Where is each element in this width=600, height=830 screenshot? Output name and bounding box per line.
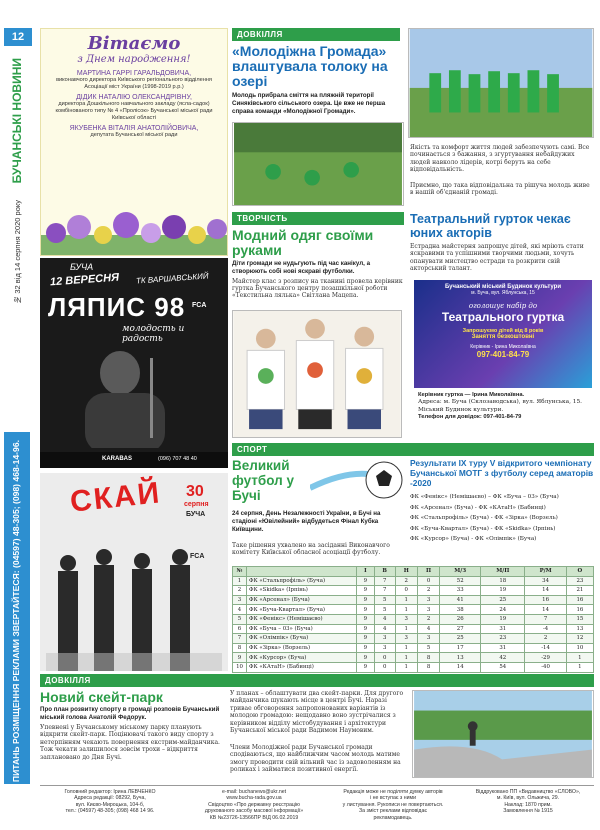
table-row: [233, 643, 594, 653]
theatre-poster-line3: Запрошуємо дітей від 8 років: [462, 328, 544, 334]
table-cell: 54: [481, 662, 525, 672]
table-cell: 5: [417, 643, 439, 653]
results-title: Результати IX туру V відкритого чемпіонату Бучанської МОТГ з футболу серед аматорів -2020: [410, 458, 594, 488]
table-row: [233, 614, 594, 624]
table-cell: 6: [233, 624, 247, 634]
table-cell: 16: [566, 605, 593, 615]
match-2: ФК «Арсенал» (Буча) - ФК «КАтаН» (Бабинці): [410, 504, 546, 511]
section-head-creativity: ТВОРЧІСТЬ: [232, 212, 404, 225]
table-cell: ФК «Буча-Квартал» (Буча): [247, 605, 357, 615]
poster1-sponsor: FCA: [192, 302, 207, 309]
person-2-name: ДІДИК НАТАЛІЮ ОЛЕКСАНДРІВНУ,: [76, 94, 192, 101]
table-cell: 0: [374, 653, 395, 663]
volunteers-photo-1: [232, 122, 404, 206]
table-cell: 9: [357, 662, 375, 672]
theatre-phone: Телефон для довідок: 097-401-84-79: [418, 414, 522, 421]
table-cell: 13: [440, 653, 481, 663]
footer-printing: Віддруковано ПП «Видавництво «СЛОВО», м. Київ, вул. Ольжича, 29. Наклад: 1870 прим. Замовлення № 1915: [475, 789, 581, 815]
table-cell: 5: [374, 605, 395, 615]
cleanup-text: Якість та комфорт життя людей забезпечують самі. Все починається з бажання, з згуртування небайдужих людей навколо лідерів, котрі беруть на себе відповідальність.: [410, 144, 590, 174]
table-row: [233, 595, 594, 605]
concert-poster-2: [40, 473, 228, 671]
table-row: [233, 624, 594, 634]
greeting-block: [40, 28, 228, 256]
table-cell: 3: [417, 605, 439, 615]
table-cell: 25: [440, 634, 481, 644]
standings-table-wrap: [232, 566, 594, 673]
spine: [0, 0, 38, 830]
table-cell: 3: [395, 614, 417, 624]
table-cell: 3: [417, 634, 439, 644]
table-cell: ФК «Skidka» (Ірпінь): [247, 586, 357, 596]
match-4: ФК «Буча-Квартал» (Буча) - ФК «Skidka» (Ірпінь): [410, 525, 556, 532]
theatre-poster-line2: Театрального гуртка: [441, 310, 565, 324]
theatre-text: Естрадна майстерня запрошує дітей, які мріють стати яскравими та успішними творчими людьми, хочуть опанувати мистецтво естради та розкрити свій акторський талант.: [410, 243, 584, 273]
table-row: [233, 576, 594, 586]
table-cell: 27: [440, 624, 481, 634]
cleanup-text-2: Приємно, що така відповідальна та рішуча молодь живе в нашій об'єднаній громаді.: [410, 182, 590, 197]
football-text: Таке рішення ухвалено на засіданні Виконавчого комітету Київської обласної асоціації футболу.: [232, 542, 390, 557]
table-cell: 3: [233, 595, 247, 605]
poster1-brand: KARABAS: [102, 456, 132, 462]
footer-disclaimer: Редакція може не поділяти думку авторів і не вступає з ними у листування. Рукописи не повертаються. За зміст реклами відповідає рекламодавець.: [342, 789, 444, 821]
table-cell: 0: [417, 576, 439, 586]
table-cell: ФК «Арсенал» (Буча): [247, 595, 357, 605]
table-cell: 1: [233, 576, 247, 586]
table-cell: 2: [417, 586, 439, 596]
cleanup-lead: Молодь прибрала сміття на пляжній території Синяківського сільського озера. Це вже не перша справа команди «Молодіжної Громади».: [232, 92, 386, 115]
theatre-poster-phone: 097-401-84-79: [476, 350, 530, 359]
table-cell: 7: [233, 634, 247, 644]
table-row: [233, 586, 594, 596]
table-cell: 9: [357, 614, 375, 624]
person-1-name: МАРТИНА ГАРРІ ГАРАЛЬДОВИЧА,: [76, 70, 192, 77]
poster1-phone: (096) 707 48 40: [158, 456, 197, 462]
table-cell: 7: [374, 586, 395, 596]
poster2-band: СКАЙ: [68, 476, 163, 519]
table-cell: ФК «Фенікс» (Немішаєво): [247, 614, 357, 624]
table-cell: ФК «Буча – 03» (Буча): [247, 624, 357, 634]
table-cell: 2: [417, 614, 439, 624]
table-cell: 19: [481, 586, 525, 596]
person-1-role: виконавчого директора Київського регіонального відділення Асоціації міст України (1998-2019 р.р.): [56, 77, 212, 90]
table-cell: 9: [357, 576, 375, 586]
poster2-city: БУЧА: [186, 511, 206, 518]
footer: [40, 785, 594, 829]
table-cell: 10: [233, 662, 247, 672]
table-cell: 9: [357, 605, 375, 615]
table-cell: 41: [440, 595, 481, 605]
article-football: [232, 458, 404, 562]
section-head-sport: СПОРТ: [232, 443, 594, 456]
table-cell: 1: [395, 605, 417, 615]
theatre-title: Театральний гурток чекає юних акторів: [410, 212, 571, 240]
table-cell: 17: [440, 643, 481, 653]
table-cell: 9: [357, 653, 375, 663]
match-3: ФК «Стальпрофіль» (Буча) - ФК «Зірка» (Ворзель): [410, 515, 558, 522]
table-cell: 8: [417, 653, 439, 663]
table-cell: 34: [525, 576, 566, 586]
table-cell: 3: [374, 643, 395, 653]
table-cell: ФК «Зірка» (Ворзель): [247, 643, 357, 653]
fashion-title: Модний одяг своїми руками: [232, 227, 374, 258]
theatre-address: Адреса: м. Буча (Склозаводська), вул. Яблунська, 15. Міський Будинок культури.: [418, 399, 583, 413]
poster1-city: БУЧА: [70, 262, 94, 272]
table-cell: 33: [440, 586, 481, 596]
table-cell: 13: [566, 624, 593, 634]
theatre-poster-addr: м. Буча, вул. Яблунська, 15: [471, 290, 535, 296]
poster2-date: 30: [186, 483, 204, 500]
cleanup-title: «Молодіжна Громада» влаштувала толоку на озері: [232, 43, 388, 89]
table-cell: 9: [357, 634, 375, 644]
poster1-venue: ТК ВАРШАВСЬКИЙ: [135, 271, 209, 286]
poster2-sponsor: FCA: [190, 553, 205, 560]
table-cell: 1: [395, 653, 417, 663]
table-cell: 31: [481, 643, 525, 653]
results-matches: [410, 492, 594, 545]
skate-title: Новий скейт-парк: [40, 689, 163, 705]
table-cell: 25: [481, 595, 525, 605]
table-cell: 52: [440, 576, 481, 586]
table-cell: 2: [525, 634, 566, 644]
article-cleanup: [232, 28, 594, 206]
table-cell: 9: [357, 643, 375, 653]
theatre-poster-line4: Заняття безкоштовні: [471, 334, 535, 340]
greeting-subtitle: з Днем народження!: [77, 54, 191, 65]
table-cell: 3: [395, 634, 417, 644]
skatepark-photo: [412, 690, 594, 778]
table-cell: ФК «КАтаН» (Бабинці): [247, 662, 357, 672]
table-cell: ФК «Стальпрофіль» (Буча): [247, 576, 357, 586]
person-3-role: депутата Бучанської міської ради: [90, 132, 178, 138]
table-cell: 7: [374, 576, 395, 586]
section-head-ecology: ДОВКІЛЛЯ: [232, 28, 400, 41]
table-cell: 4: [374, 624, 395, 634]
table-cell: 4: [417, 624, 439, 634]
table-cell: 3: [417, 595, 439, 605]
table-cell: 1: [395, 624, 417, 634]
ad-info-bar: [4, 432, 30, 790]
football-ball-image: [310, 458, 404, 502]
skate-text-2: У планах – облаштувати два скейт-парки. Для другого майданчика шукають місце в центрі Бучі. Наразі тривае обговорення запропонованих варіантів із молодою громадою: нещодавно воно зустрічалися з керівником відділу містобудування і архітектури Бучанської міської ради Вадимом Наумовим.: [230, 690, 404, 735]
table-cell: 24: [481, 605, 525, 615]
article-fashion: [232, 212, 404, 438]
theatre-leader: Керівник гуртка — Ірина Миколаївна.: [418, 392, 525, 398]
table-cell: 21: [566, 586, 593, 596]
article-theatre: [410, 212, 594, 438]
table-cell: 4: [374, 614, 395, 624]
table-cell: 5: [233, 614, 247, 624]
standings-table: [232, 566, 594, 673]
table-cell: -14: [525, 643, 566, 653]
table-cell: 18: [481, 576, 525, 586]
table-cell: 1: [566, 653, 593, 663]
table-cell: -4: [525, 624, 566, 634]
table-cell: 5: [374, 595, 395, 605]
poster1-subtitle: молодость и радость: [122, 324, 185, 344]
kids-tshirts-photo: [232, 310, 402, 438]
table-cell: 10: [566, 643, 593, 653]
issue-date: № 32 від 14 серпня 2020 року: [13, 200, 22, 305]
table-cell: 7: [525, 614, 566, 624]
ad-info-text: З ПИТАНЬ РОЗМІЩЕННЯ РЕКЛАМИ ЗВЕРТАЙТЕСЯ: (04597) 48-305; (098) 468-14-96.: [11, 440, 21, 790]
table-row: [233, 634, 594, 644]
concert-poster-1: [40, 258, 228, 468]
theatre-poster-head: Бучанський міський Будинок культури: [444, 284, 562, 290]
table-cell: 1: [566, 662, 593, 672]
greeting-title: Вітаємо: [87, 33, 181, 54]
football-title: Великий футбол у Бучі: [232, 458, 295, 503]
footer-registration: e-mail: buchanews@ukr.net www.bucha-rada.gov.ua Свідоцтво «Про державну реєстрацію друкованого засобу масової інформації» КВ №23726-13566ПР ВІД 06.02.2019: [204, 789, 304, 821]
match-1: ФК «Фенікс» (Немішаєво) – ФК «Буча – 03» (Буча): [410, 494, 559, 500]
person-2-role: директора Дошкільного навчального закладу (ясла-садок) комбінованого типу № 4 «Пролісок» Бучанської міської ради Київської області: [55, 101, 213, 121]
table-cell: 14: [440, 662, 481, 672]
table-row: [233, 653, 594, 663]
poster2-month: серпня: [184, 501, 209, 508]
table-cell: 38: [440, 605, 481, 615]
table-cell: ФК «Олімпік» (Буча): [247, 634, 357, 644]
football-lead: 24 серпня, День Незалежності України, в Бучі на стадіоні «Ювілейний» відбудеться Фінал Кубка Київщини.: [232, 510, 381, 533]
table-cell: ФК «Курсор» (Буча): [247, 653, 357, 663]
skate-text-3: Члени Молодіжної ради Бучанської громади сподіваються, що найближчим часом молодь матиме змогу проводити свій вільний час із задоволенням на роликах і займатися позитивної енергії.: [230, 744, 401, 774]
table-cell: 9: [357, 624, 375, 634]
table-cell: 14: [525, 605, 566, 615]
table-cell: 16: [525, 595, 566, 605]
volunteers-photo-2: [408, 28, 594, 138]
table-cell: 31: [481, 624, 525, 634]
table-cell: 1: [395, 595, 417, 605]
table-cell: 1: [395, 643, 417, 653]
table-cell: 16: [566, 595, 593, 605]
skate-text-1: Упевнені у Бучанському міському парку планують відкрити скейт-парк. Поцінювачі такого виду спорту з нетерпінням чекають повернення екстрим-майданчика. Тож чекати залишилося зовсім трохи – відкриття заплановано до Дня Бучі.: [40, 724, 220, 761]
fashion-lead: Діти громади не нудьгують під час канікул, а створюють собі нові яскраві футболки.: [232, 260, 371, 275]
table-cell: 4: [233, 605, 247, 615]
table-cell: 8: [417, 662, 439, 672]
paper-name: БУЧАНСЬКІ НОВИНИ: [10, 58, 24, 184]
article-results: [410, 458, 594, 562]
band-members: [46, 543, 222, 671]
singer-figure: [60, 348, 210, 448]
table-cell: 12: [566, 634, 593, 644]
table-cell: 15: [566, 614, 593, 624]
table-cell: 19: [481, 614, 525, 624]
table-cell: 42: [481, 653, 525, 663]
person-3-name: ЯКУБЕНКА ВІТАЛІЯ АНАТОЛІЙОВИЧА,: [69, 125, 199, 132]
table-cell: 3: [374, 634, 395, 644]
skate-lead: Про план розвитку спорту в громаді розповів Бучанський міський голова Анатолій Федорук.: [40, 706, 220, 721]
table-cell: 2: [395, 576, 417, 586]
page-number: 12: [4, 28, 32, 46]
article-skatepark: [40, 674, 594, 780]
fashion-text: Майстер клас з розпису на тканині провела керівник гуртка Бучанського центру позашкільної роботи «Текстильна лялька» Світлана Мацепа.: [232, 277, 403, 300]
table-cell: 9: [357, 595, 375, 605]
footer-editor: Головний редактор: Ірина ЛЕВЧЕНКО Адреса редакції: 08292, Буча, вул. Києво-Мироцька, 104-б, тел.: (04597) 48-305; (098) 468 14 96.: [64, 789, 156, 815]
section-head-ecology-2: ДОВКІЛЛЯ: [40, 674, 594, 687]
table-header-row: № І В Н П М/З М/П Р/М О: [233, 567, 594, 577]
match-5: ФК «Курсор» (Буча) - ФК «Олімпік» (Буча): [410, 536, 537, 543]
table-cell: 8: [233, 643, 247, 653]
table-cell: 0: [374, 662, 395, 672]
table-row: [233, 662, 594, 672]
table-cell: -29: [525, 653, 566, 663]
table-cell: 14: [525, 586, 566, 596]
table-cell: 1: [395, 662, 417, 672]
poster1-date: 12 ВЕРЕСНЯ: [49, 271, 120, 289]
poster1-band: ЛЯПИС 98: [48, 292, 186, 322]
table-cell: 23: [566, 576, 593, 586]
table-cell: 26: [440, 614, 481, 624]
table-row: [233, 605, 594, 615]
table-cell: -40: [525, 662, 566, 672]
theatre-poster: [414, 280, 592, 388]
theatre-poster-leader: Керівник - Ірина Миколаївна: [470, 344, 536, 350]
table-cell: 0: [395, 586, 417, 596]
table-cell: 23: [481, 634, 525, 644]
table-cell: 9: [233, 653, 247, 663]
table-cell: 2: [233, 586, 247, 596]
table-cell: 9: [357, 586, 375, 596]
flowers-decoration: [41, 205, 227, 255]
theatre-poster-line1: оголошує набір до: [468, 302, 538, 310]
